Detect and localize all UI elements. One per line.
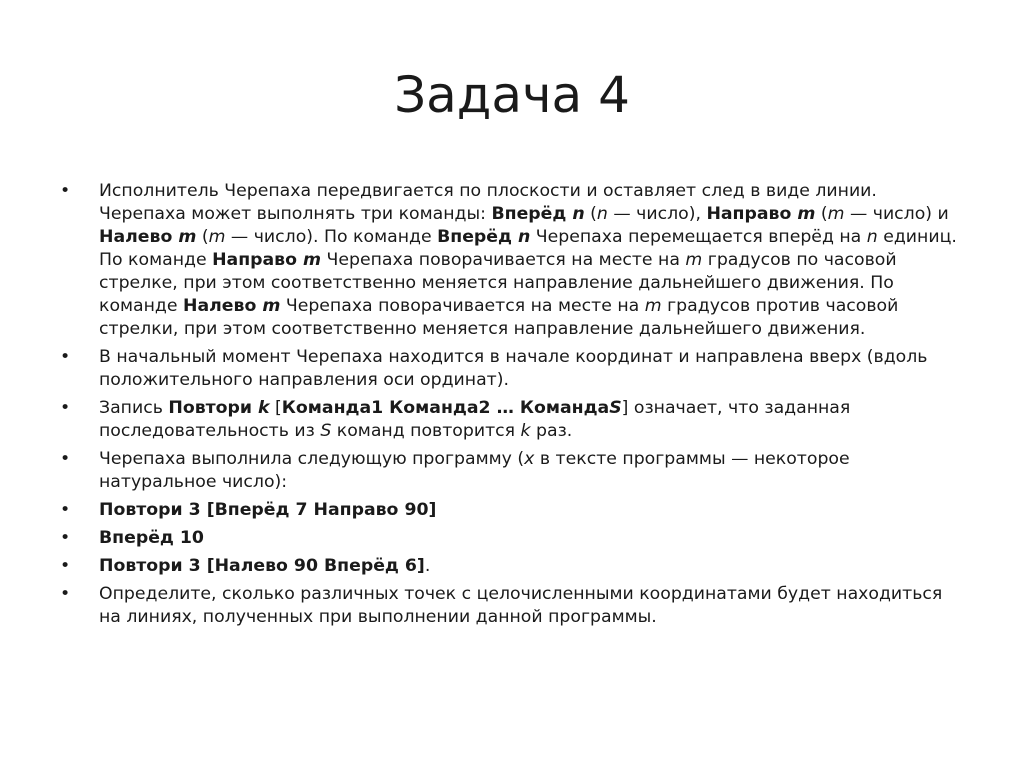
text-run: раз. <box>530 421 573 441</box>
text-run: n <box>866 227 878 247</box>
list-item <box>60 527 960 550</box>
text-run: Исполнитель Черепаха передвигается по плоскости и оставляет след в виде линии. Черепаха может выполнять три команды: <box>99 181 877 224</box>
bullet-icon: • <box>60 500 71 520</box>
text-run: Запись <box>99 398 169 418</box>
text-run: Направо <box>212 250 303 270</box>
text-run: m <box>797 204 816 224</box>
text-run: Черепаха поворачивается на месте на <box>321 250 686 270</box>
text-run: — число). По команде <box>225 227 438 247</box>
text-run: — число), <box>607 204 707 224</box>
text-run: . <box>424 556 431 576</box>
text-run: команд повторится <box>331 421 521 441</box>
text-run: Направо <box>706 204 798 224</box>
text-run: в тексте программы — некоторое натуральное число): <box>99 449 850 492</box>
text-run: Черепаха поворачивается на месте на <box>280 296 645 316</box>
list-item <box>60 448 960 494</box>
text-run: x <box>524 449 535 469</box>
text-run: Вперёд <box>491 204 573 224</box>
text-run: В начальный момент Черепаха находится в начале координат и направлена вверх (вдоль положительного направления оси ординат). <box>99 347 928 390</box>
bullet-icon: • <box>60 449 71 469</box>
text-run: ( <box>584 204 597 224</box>
text-run: n <box>572 204 585 224</box>
text-run: S <box>609 398 622 418</box>
text-run: Налево <box>183 296 263 316</box>
text-run: ( <box>196 227 209 247</box>
text-run: Черепаха перемещается вперёд на <box>530 227 867 247</box>
text-run: Повтори 3 [Вперёд 7 Направо 90] <box>99 500 437 520</box>
bullet-icon: • <box>60 584 71 604</box>
text-run: Повтори 3 [Налево 90 Вперёд 6] <box>99 556 425 576</box>
text-run: единиц. По команде <box>99 227 957 270</box>
text-run: m <box>303 250 322 270</box>
text-run: Вперёд 10 <box>99 528 204 548</box>
text-run: — число) и <box>844 204 949 224</box>
text-run: k <box>258 398 270 418</box>
text-run: градусов против часовой стрелки, при этом соответственно меняется направление дальнейшего движения. <box>99 296 899 339</box>
text-run: n <box>596 204 608 224</box>
text-run: n <box>517 227 531 247</box>
text-run: Черепаха выполнила следующую программу ( <box>99 449 525 469</box>
list-item <box>60 180 960 341</box>
text-run: m <box>208 227 226 247</box>
text-run: [ <box>269 398 282 418</box>
text-run: m <box>644 296 662 316</box>
list-item <box>60 583 960 629</box>
text-run: m <box>262 296 281 316</box>
text-run: k <box>520 421 531 441</box>
bullet-icon: • <box>60 556 71 576</box>
text-run: Вперёд <box>437 227 518 247</box>
text-run: ( <box>815 204 828 224</box>
text-run: ] означает, что заданная последовательность из <box>99 398 851 441</box>
bullet-icon: • <box>60 528 71 548</box>
bullet-icon: • <box>60 347 71 367</box>
bullet-icon: • <box>60 398 71 418</box>
text-run: Повтори <box>168 398 259 418</box>
text-run: m <box>685 250 703 270</box>
text-run: Налево <box>99 227 179 247</box>
slide-title: Задача 4 <box>394 66 630 124</box>
text-run: градусов по часовой стрелке, при этом соответственно меняется направление дальнейшего движения. По команде <box>99 250 897 316</box>
list-item <box>60 499 960 522</box>
text-run: m <box>827 204 845 224</box>
bullet-list <box>60 180 960 634</box>
list-item <box>60 346 960 392</box>
bullet-icon: • <box>60 181 71 201</box>
text-run: Команда1 Команда2 … Команда <box>281 398 610 418</box>
list-item <box>60 397 960 443</box>
list-item <box>60 555 960 578</box>
text-run: S <box>320 421 332 441</box>
text-run: m <box>178 227 197 247</box>
text-run: Определите, сколько различных точек с целочисленными координатами будет находиться на линиях, полученных при выполнении данной программы. <box>99 584 943 627</box>
